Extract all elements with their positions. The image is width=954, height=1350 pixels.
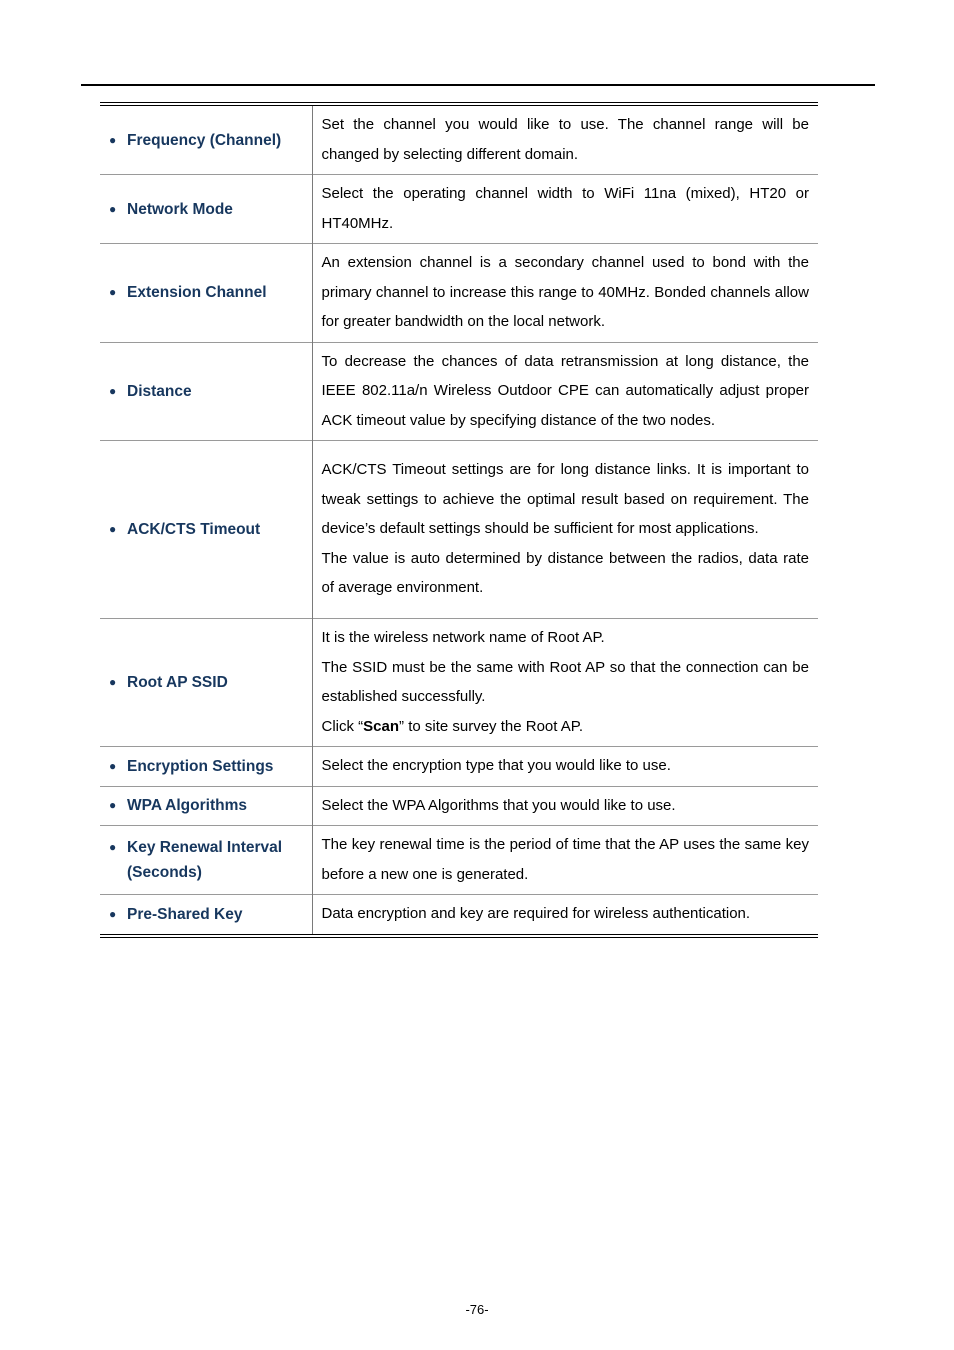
table-row [100, 342, 818, 441]
header-rule [81, 84, 875, 86]
param-name: Distance [127, 382, 192, 400]
table-row [100, 786, 818, 826]
param-description: The value is auto determined by distance between the radios, data rate of average environment. [321, 549, 809, 597]
bullet-icon: ● [109, 798, 117, 813]
bullet-icon: ● [109, 840, 117, 854]
param-description: Select the encryption type that you would like to use. [321, 757, 671, 774]
bullet-icon: ● [109, 522, 117, 536]
bullet-icon: ● [109, 285, 117, 300]
param-name: Key Renewal Interval [127, 839, 283, 856]
param-name: Root AP SSID [127, 674, 228, 691]
param-name: Pre-Shared Key [127, 905, 243, 923]
bullet-icon: ● [109, 758, 117, 773]
param-description: Select the WPA Algorithms that you would like to use. [321, 796, 676, 814]
param-name: Encryption Settings [127, 757, 274, 775]
param-description: The SSID must be the same with Root AP so that the connection can be established successfully. [321, 658, 809, 705]
bullet-icon: ● [109, 906, 117, 921]
param-description: ACK/CTS Timeout settings are for long distance links. It is important to tweak settings to achieve the optimal result based on requirement. The device’s default settings should be sufficient for most applications. [321, 461, 809, 538]
param-description: Select the operating channel width to WiFi 11na (mixed), HT20 or HT40MHz. [321, 185, 809, 232]
param-name: Network Mode [127, 200, 233, 218]
param-description: The key renewal time is the period of time that the AP uses the same key before a new one is generated. [321, 836, 809, 883]
table-row [100, 619, 818, 747]
param-description: Data encryption and key are required for wireless authentication. [321, 905, 751, 922]
bullet-icon: ● [109, 383, 117, 398]
param-name-continued: (Seconds) [127, 864, 202, 881]
bullet-icon: ● [109, 201, 117, 216]
page-number: -76- [465, 1302, 489, 1317]
param-description: It is the wireless network name of Root AP. [321, 629, 605, 646]
table-row [100, 441, 818, 619]
table-row [100, 104, 818, 175]
param-name: Extension Channel [127, 284, 267, 302]
table-row [100, 244, 818, 343]
table-row [100, 747, 818, 787]
param-name: ACK/CTS Timeout [127, 521, 261, 538]
param-description: Set the channel you would like to use. The channel range will be changed by selecting different domain. [321, 116, 809, 163]
param-description: Click “Scan” to site survey the Root AP. [321, 717, 584, 735]
param-description: An extension channel is a secondary channel used to bond with the primary channel to increase this range to 40MHz. Bonded channels allow for greater bandwidth on the local network. [321, 254, 809, 330]
param-description: To decrease the chances of data retransmission at long distance, the IEEE 802.11a/n Wireless Outdoor CPE can automatically adjust proper ACK timeout value by specifying distance of the two nodes. [321, 352, 809, 429]
table-row [100, 826, 818, 895]
bullet-icon: ● [109, 132, 117, 147]
scan-keyword: Scan [363, 717, 400, 735]
table-row [100, 895, 818, 936]
table-row [100, 175, 818, 244]
param-name: Frequency (Channel) [127, 131, 282, 149]
bullet-icon: ● [109, 675, 117, 689]
param-name: WPA Algorithms [127, 797, 247, 815]
parameter-table [100, 102, 818, 938]
